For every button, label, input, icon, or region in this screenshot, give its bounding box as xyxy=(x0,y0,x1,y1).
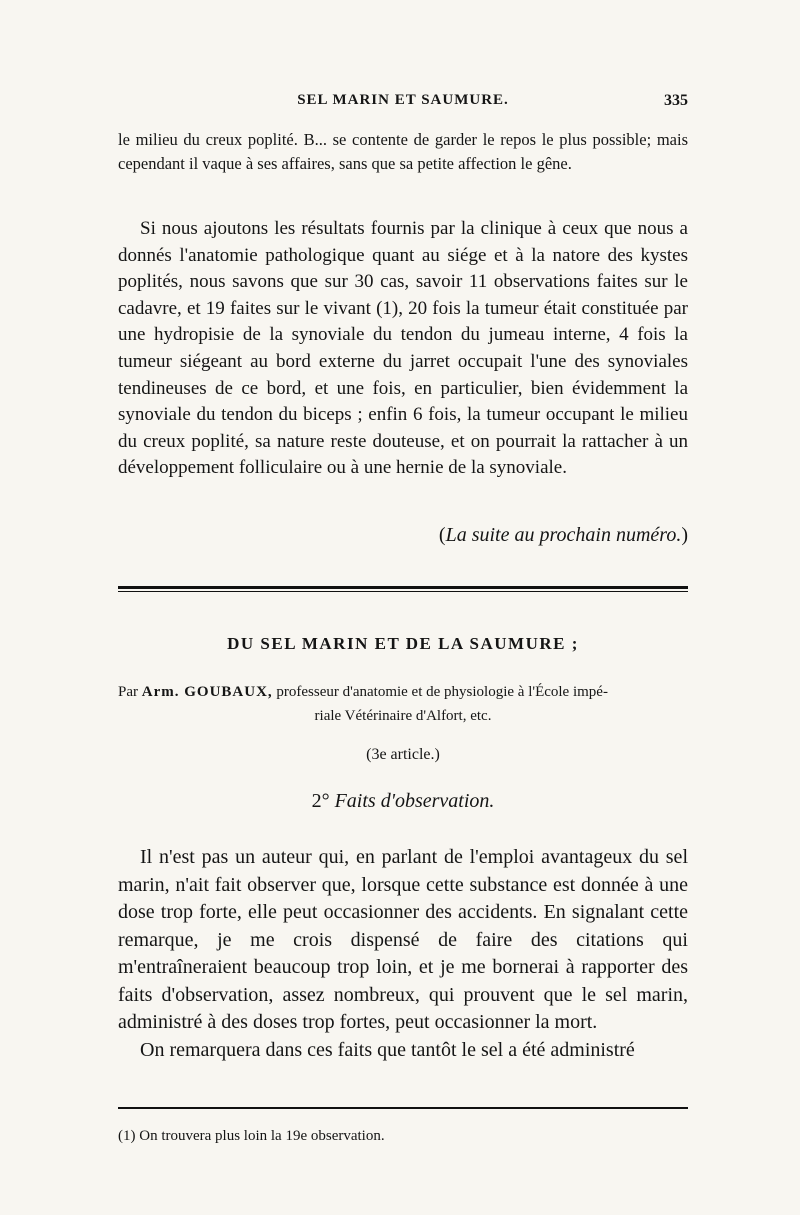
byline-line-1 xyxy=(118,680,688,704)
running-title: SEL MARIN ET SAUMURE. xyxy=(297,92,509,108)
author-name: Arm. GOUBAUX, xyxy=(141,684,273,700)
byline xyxy=(118,680,688,728)
byline-line-2: riale Vétérinaire d'Alfort, etc. xyxy=(314,708,492,724)
footnote-rule xyxy=(118,1107,688,1109)
continuation-note: (La suite au prochain numéro.) xyxy=(438,524,688,546)
continuation-text: La suite au prochain numéro. xyxy=(445,524,682,546)
article-title: DU SEL MARIN ET DE LA SAUMURE ; xyxy=(227,634,579,653)
article-two-body xyxy=(118,844,688,1064)
section-divider xyxy=(118,586,688,592)
page-number: 335 xyxy=(664,92,688,109)
article-one-main xyxy=(118,216,688,482)
conclusion-paragraph: Si nous ajoutons les résultats fournis par la clinique à ceux que nous a donnés l'anatomie pathologique quant au siége et à la natore des kystes poplités, nous savons que sur 30 cas, savoir 11 observations faites sur le cadavre, et 19 faites sur le vivant (1), 20 fois la tumeur était constituée par une hydropisie de la synoviale du tendon du jumeau interne, 4 fois la tumeur siégeant au bord externe du jarret occupait l'une des synoviales tendineuses de ce bord, et une fois, en particulier, bien évidemment la synoviale du tendon du biceps ; enfin 6 fois, la tumeur occupant le milieu du creux poplité, sa nature reste douteuse, et on pourrait la rattacher à un développement folliculaire ou à une hernie de la synoviale. xyxy=(118,218,688,479)
section-heading xyxy=(118,790,688,813)
article-number: (3e article.) xyxy=(366,746,440,763)
article-one-body xyxy=(118,128,688,176)
body-paragraph-2: On remarquera dans ces faits que tantôt le sel a été administré xyxy=(140,1038,635,1061)
section-number: 2° xyxy=(311,790,330,812)
section-title: Faits d'observation. xyxy=(334,790,495,812)
author-title: professeur d'anatomie et de physiologie à l'École impé- xyxy=(276,684,608,700)
running-header xyxy=(118,92,688,120)
footnote: (1) On trouvera plus loin la 19e observation. xyxy=(118,1128,385,1144)
lead-paragraph: le milieu du creux poplité. B... se contente de garder le repos le plus possible; mais cependant il vaque à ses affaires, sans que sa petite affection le gêne. xyxy=(118,130,688,173)
body-paragraph-1: Il n'est pas un auteur qui, en parlant de l'emploi avantageux du sel marin, n'ait fait observer que, lorsque cette substance est donnée à une dose trop forte, elle peut occasionner des accidents. En signalant cette remarque, je me crois dispensé de faire des citations qui m'entraîneraient beaucoup trop loin, et je me bornerai à rapporter des faits d'observation, assez nombreux, qui prouvent que le sel marin, administré à des doses trop fortes, peut occasionner la mort. xyxy=(118,846,688,1033)
byline-prefix: Par xyxy=(118,684,138,700)
